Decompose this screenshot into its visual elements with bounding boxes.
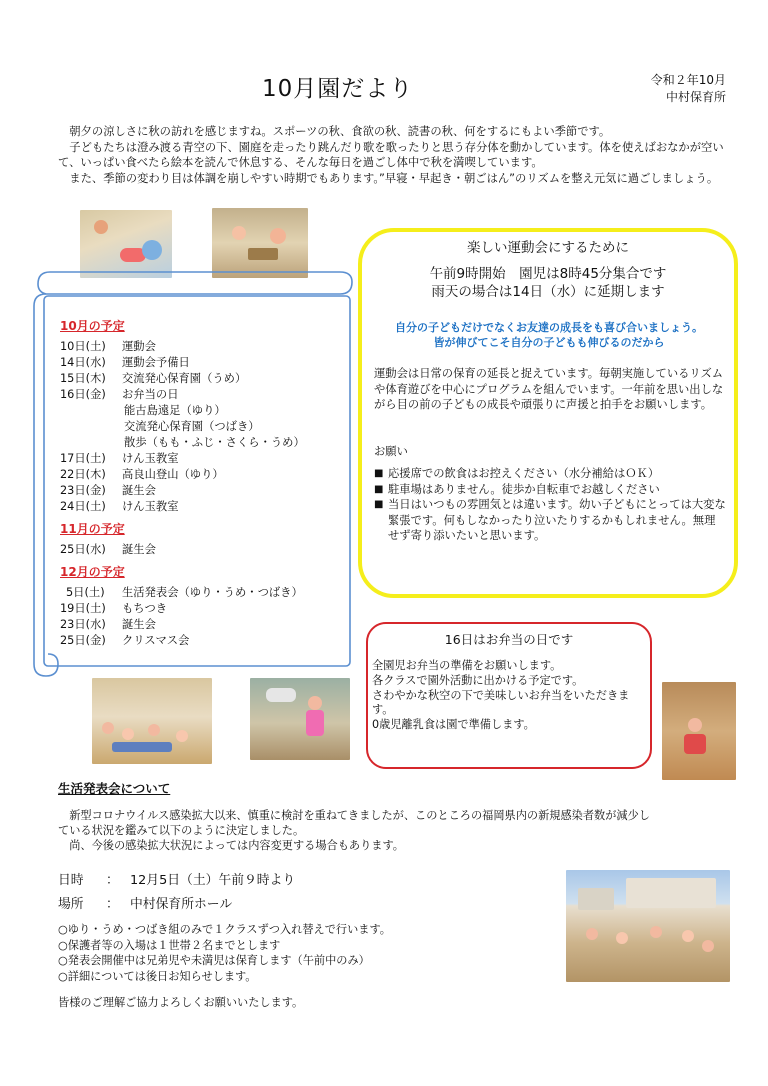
lunchday-line: さわやかな秋空の下で美味しいお弁当をいただきます。 <box>372 688 630 717</box>
sportsday-start-time: 午前9時開始 園児は8時45分集合です <box>429 266 667 282</box>
schedule-row <box>60 371 350 387</box>
closing-text: 皆様のご理解ご協力よろしくお願いいたします。 <box>58 996 304 1009</box>
schedule-date: 16日(金) <box>60 388 106 401</box>
schedule-row <box>60 633 350 649</box>
schedule-date: 14日(水) <box>60 356 106 369</box>
schedule-event: 運動会予備日 <box>122 356 190 369</box>
schedule-row <box>60 617 350 633</box>
bullet-icon: ■ <box>374 483 384 495</box>
recital-note: ○詳細については後日お知らせします。 <box>58 969 257 983</box>
schedule-date: 25日(金) <box>60 634 106 647</box>
request-item <box>374 482 726 498</box>
schedule-row <box>60 483 350 499</box>
recital-heading: 生活発表会について <box>58 781 171 796</box>
photo-outdoor-play <box>250 678 350 760</box>
schedule-row <box>60 601 350 617</box>
schedule-event: 誕生会 <box>122 543 156 556</box>
request-text: 駐車場はありません。徒歩か自転車でお越しください <box>388 482 660 496</box>
schedule-row <box>60 585 350 601</box>
request-label: お願い <box>374 445 408 458</box>
colon: ： <box>106 873 119 888</box>
schedule-event: お弁当の日 <box>122 388 179 401</box>
issue-info <box>624 72 726 106</box>
request-list <box>374 466 726 544</box>
schedule-event: 運動会 <box>122 340 156 353</box>
schedule-row <box>60 499 350 515</box>
request-text: 応援席での飲食はお控えください（水分補給はＯＫ） <box>388 467 660 480</box>
dec-schedule-heading: 12月の予定 <box>60 565 125 579</box>
photo-sandpit <box>566 870 730 982</box>
schedule-event: 生活発表会（ゆり・うめ・つばき） <box>122 586 303 599</box>
lunchday-line: 全園児お弁当の準備をお願いします。 <box>372 659 562 672</box>
schedule-date: 17日(土) <box>60 452 106 465</box>
schedule-row <box>60 387 350 403</box>
bullet-icon: ■ <box>374 499 384 510</box>
schedule-row <box>60 355 350 371</box>
where-value: 中村保育所ホール <box>130 897 233 912</box>
lunchday-line: 0歳児離乳食は園で準備します。 <box>372 718 535 732</box>
schedule-date: 19日(土) <box>60 602 106 615</box>
sportsday-rain-date: 雨天の場合は14日（水）に延期します <box>431 284 665 300</box>
recital-body <box>58 808 658 853</box>
when-label: 日時 <box>58 873 84 888</box>
recital-note: ○発表会開催中は兄弟児や未満児は保育します（午前中のみ） <box>58 954 370 967</box>
schedule-sub-event: 交流発心保育園（つばき） <box>124 420 260 433</box>
sportsday-title: 楽しい運動会にするために <box>467 240 629 256</box>
sportsday-message <box>360 320 738 350</box>
schedule-event: けん玉教室 <box>122 452 179 465</box>
sportsday-message-line: 自分の子どもだけでなくお友達の成長をも喜び合いましょう。 <box>395 321 703 334</box>
schedule-date: 25日(水) <box>60 543 106 556</box>
schedule-list <box>60 318 350 649</box>
recital-when-row <box>58 869 295 893</box>
recital-note: ○保護者等の入場は１世帯２名までとします <box>58 938 281 952</box>
sportsday-message-line: 皆が伸びてこそ自分の子どもも伸びるのだから <box>433 336 665 349</box>
schedule-date: 15日(木) <box>60 372 106 385</box>
schedule-date: 23日(金) <box>60 484 106 497</box>
schedule-date: 24日(土) <box>60 500 106 513</box>
where-label: 場所 <box>58 897 84 912</box>
recital-where-row <box>58 893 295 917</box>
page-title: 10月園だより <box>262 76 414 102</box>
schedule-event: けん玉教室 <box>122 500 179 513</box>
schedule-event: 交流発心保育園（うめ） <box>122 372 247 385</box>
schedule-date: 5日(土) <box>66 586 105 599</box>
oct-schedule-heading: 10月の予定 <box>60 319 125 333</box>
schedule-event: 誕生会 <box>122 484 156 497</box>
sportsday-lead <box>358 265 738 301</box>
schedule-event: クリスマス会 <box>122 634 190 647</box>
intro-text <box>58 124 726 186</box>
recital-paragraph: 新型コロナウイルス感染拡大以来、慎重に検討を重ねてきましたが、このところの福岡県内の新規感染者数が減少している状況を鑑みて以下のように決定しました。 <box>58 809 650 837</box>
schedule-date: 22日(木) <box>60 468 106 481</box>
photo-stairs <box>662 682 736 780</box>
photo-hall-activity <box>92 678 212 764</box>
intro-paragraph: また、季節の変わり目は体調を崩しやすい時期でもあります。”早寝・早起き・朝ごはん”のリズムを整え元気に過ごしましょう。 <box>69 171 719 185</box>
schedule-row <box>60 451 350 467</box>
lunchday-line: 各クラスで園外活動に出かける予定です。 <box>372 673 584 687</box>
lunchday-body <box>372 659 644 733</box>
intro-paragraph: 子どもたちは澄み渡る青空の下、園庭を走ったり跳んだり歌を歌ったりと思う存分体を動かしています。体を使えばおなかが空いて、いっぱい食べたら絵本を読んで休息する、そんな毎日を過ごし体中で秋を満喫しています。 <box>58 140 724 169</box>
intro-paragraph: 朝夕の涼しさに秋の訪れを感じますね。スポーツの秋、食欲の秋、読書の秋、何をするにもよい季節です。 <box>69 125 611 138</box>
request-item <box>374 466 726 482</box>
recital-notes <box>58 922 391 984</box>
schedule-date: 23日(水) <box>60 618 106 631</box>
recital-note: ○ゆり・うめ・つばき組のみで１クラスずつ入れ替えで行います。 <box>58 923 391 936</box>
sportsday-body: 運動会は日常の保育の延長と捉えています。毎朝実施しているリズムや体育遊びを中心にプログラムを組んでいます。一年前を思い出しながら目の前の子どもの成長や頑張りに声援と拍手をお願いします。 <box>374 367 724 411</box>
when-value: 12月5日（土）午前９時より <box>130 873 296 888</box>
recital-details <box>58 869 295 917</box>
schedule-event: 誕生会 <box>122 618 156 631</box>
schedule-sub-event: 散歩（もも・ふじ・さくら・うめ） <box>124 436 305 449</box>
schedule-row <box>60 467 350 483</box>
schedule-row <box>60 339 350 355</box>
schedule-sub-event: 能古島遠足（ゆり） <box>124 404 226 417</box>
schedule-date: 10日(土) <box>60 340 106 353</box>
schedule-event: 高良山登山（ゆり） <box>122 468 224 481</box>
schedule-event: もちつき <box>122 602 168 615</box>
recital-paragraph: 尚、今後の感染拡大状況によっては内容変更する場合もあります。 <box>69 839 404 852</box>
nov-schedule-heading: 11月の予定 <box>60 522 125 536</box>
request-item <box>374 497 726 544</box>
issuer-name: 中村保育所 <box>665 90 726 104</box>
colon: ： <box>106 897 119 912</box>
lunchday-title: 16日はお弁当の日です <box>444 632 574 647</box>
bullet-icon: ■ <box>374 468 384 479</box>
issue-date: 令和２年10月 <box>650 73 726 87</box>
request-text: 当日はいつもの雰囲気とは違います。幼い子どもにとっては大変な緊張です。何もしなかったり泣いたりするかもしれません。無理せず寄り添いたいと思います。 <box>388 498 726 542</box>
schedule-row <box>60 542 350 558</box>
